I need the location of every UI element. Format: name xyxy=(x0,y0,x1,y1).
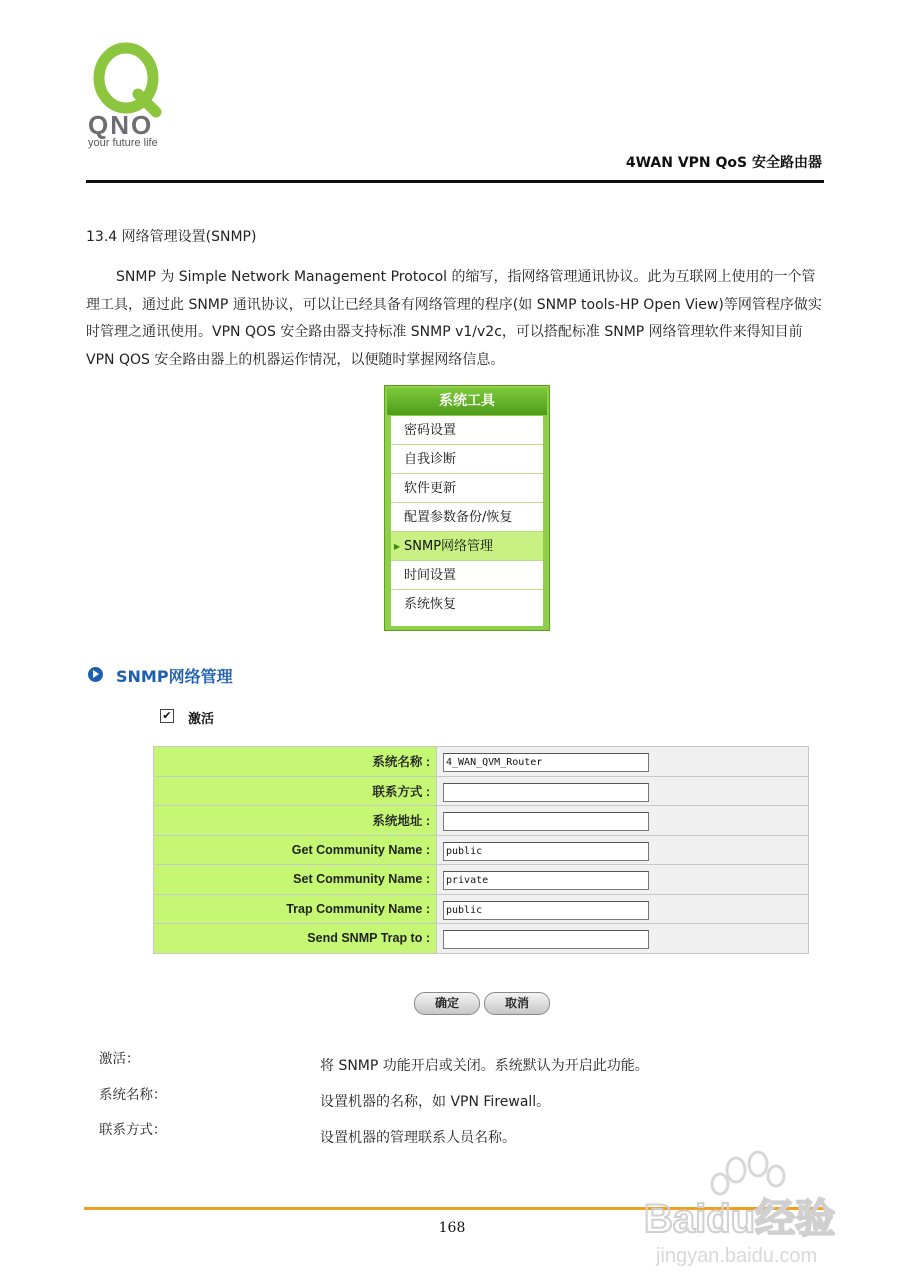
form-row xyxy=(154,835,809,865)
product-title: 4WAN VPN QoS 安全路由器 xyxy=(625,155,822,171)
baidu-watermark xyxy=(636,1150,856,1270)
confirm-button[interactable]: 确定 xyxy=(414,992,480,1015)
section-heading: 13.4 网络管理设置(SNMP) xyxy=(86,229,257,245)
menu-item-label: 配置参数备份/恢复 xyxy=(404,510,513,525)
desc-term-system-name: 系统名称： xyxy=(99,1087,167,1103)
menu-item-snmp[interactable] xyxy=(391,532,543,561)
menu-item-label: 软件更新 xyxy=(404,481,457,496)
contact-label: 联系方式 : xyxy=(154,776,437,806)
form-row xyxy=(154,806,809,836)
location-label: 系统地址 : xyxy=(154,806,437,836)
logo-tagline: your future life xyxy=(88,137,158,149)
desc-def-enable: 将 SNMP 功能开启或关闭。系统默认为开启此功能。 xyxy=(320,1058,649,1074)
set-community-input[interactable] xyxy=(443,871,649,890)
system-name-label: 系统名称 : xyxy=(154,747,437,777)
menu-item-label: SNMP网络管理 xyxy=(404,539,494,554)
set-community-label: Set Community Name : xyxy=(154,865,437,895)
form-row xyxy=(154,924,809,954)
intro-paragraph xyxy=(86,264,826,374)
menu-item-time[interactable] xyxy=(391,561,543,590)
menu-item-restore[interactable] xyxy=(391,590,543,619)
cancel-button[interactable]: 取消 xyxy=(484,992,550,1015)
desc-def-system-name: 设置机器的名称，如 VPN Firewall。 xyxy=(320,1094,551,1110)
menu-list xyxy=(391,416,543,626)
svg-text:QNO: QNO xyxy=(88,110,154,140)
form-row xyxy=(154,776,809,806)
desc-def-contact: 设置机器的管理联系人员名称。 xyxy=(320,1130,516,1146)
menu-item-label: 系统恢复 xyxy=(404,597,457,612)
menu-item-password[interactable] xyxy=(391,416,543,445)
trap-community-label: Trap Community Name : xyxy=(154,894,437,924)
enable-checkbox[interactable]: ✔ xyxy=(160,709,174,723)
form-row xyxy=(154,747,809,777)
system-name-input[interactable] xyxy=(443,753,649,772)
qno-logo xyxy=(86,42,186,152)
desc-term-contact: 联系方式： xyxy=(99,1122,167,1138)
bullet-arrow-icon xyxy=(88,667,103,682)
trap-target-label: Send SNMP Trap to : xyxy=(154,924,437,954)
snmp-panel-title: SNMP网络管理 xyxy=(116,667,233,686)
snmp-settings-table xyxy=(153,746,809,954)
watermark-url: jingyan.baidu.com xyxy=(656,1245,818,1267)
enable-label: 激活 xyxy=(188,712,215,727)
menu-item-firmware-update[interactable] xyxy=(391,474,543,503)
get-community-input[interactable] xyxy=(443,842,649,861)
desc-term-enable: 激活： xyxy=(99,1051,140,1067)
menu-item-label: 自我诊断 xyxy=(404,452,457,467)
get-community-label: Get Community Name : xyxy=(154,835,437,865)
menu-header: 系统工具 xyxy=(387,388,547,415)
menu-item-label: 密码设置 xyxy=(404,423,457,438)
form-row xyxy=(154,865,809,895)
location-input[interactable] xyxy=(443,812,649,831)
trap-target-input[interactable] xyxy=(443,930,649,949)
header-divider xyxy=(86,180,824,183)
caret-right-icon: ▶ xyxy=(394,542,401,551)
watermark-brand: Baidu经验 xyxy=(644,1197,836,1241)
contact-input[interactable] xyxy=(443,783,649,802)
menu-item-diagnostics[interactable] xyxy=(391,445,543,474)
trap-community-input[interactable] xyxy=(443,901,649,920)
page-number: 168 xyxy=(438,1220,466,1236)
menu-item-label: 时间设置 xyxy=(404,568,457,583)
form-row xyxy=(154,894,809,924)
intro-text: SNMP 为 Simple Network Management Protocol 的缩写，指网络管理通讯协议。此为互联网上使用的一个管理工具，通过此 SNMP 通讯协议，可以让已经具备有网络管理的程序(如 SNMP tools-HP Open View)等网管程序做实时管理之通讯使用。VPN QOS 安全路由器支持标准 SNMP v1/v2c，可以搭配标准 SNMP 网络管理软件来得知目前 VPN QOS 安全路由器上的机器运作情况，以便随时掌握网络信息。 xyxy=(86,269,822,368)
system-tools-menu xyxy=(384,385,550,631)
menu-item-config-backup[interactable] xyxy=(391,503,543,532)
